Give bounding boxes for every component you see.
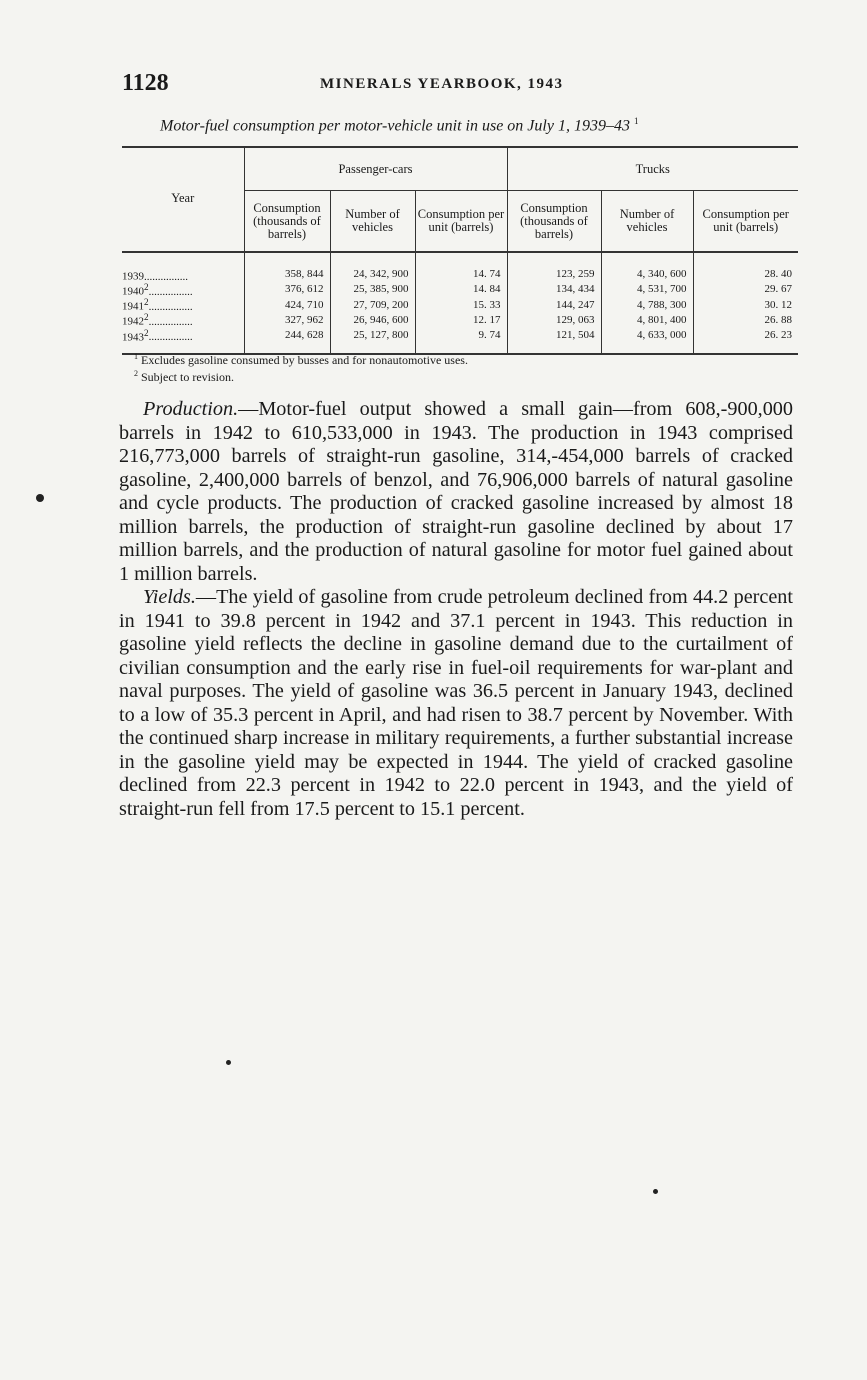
column-header: Number of vehicles [601, 191, 693, 253]
table-cell: 4, 633, 000 [601, 328, 693, 354]
table-cell: 244, 628 [244, 328, 330, 354]
table-cell: 123, 259 [507, 252, 601, 282]
table-cell: 26, 946, 600 [330, 312, 415, 327]
group-header-trucks: Trucks [507, 147, 798, 191]
column-header: Consumption (thousands of barrels) [507, 191, 601, 253]
table-cell: 26. 23 [693, 328, 798, 354]
table-cell: 30. 12 [693, 297, 798, 312]
column-header: Consumption per unit (barrels) [693, 191, 798, 253]
year-value: 1940 [122, 285, 144, 298]
year-cell [122, 252, 244, 282]
table-cell: 24, 342, 900 [330, 252, 415, 282]
year-note: 2 [144, 297, 149, 308]
table-cell: 424, 710 [244, 297, 330, 312]
scan-speck [226, 1060, 231, 1065]
year-note: 2 [144, 282, 149, 293]
table-cell: 29. 67 [693, 282, 798, 297]
table-cell: 4, 788, 300 [601, 297, 693, 312]
footnote-text: Subject to revision. [141, 370, 234, 384]
table-cell: 129, 063 [507, 312, 601, 327]
table-cell: 4, 801, 400 [601, 312, 693, 327]
year-note: 2 [144, 312, 149, 323]
table-cell: 327, 962 [244, 312, 330, 327]
run-in-heading: Yields. [143, 586, 196, 608]
table-caption-note: 1 [633, 116, 639, 126]
footnote [134, 367, 794, 384]
table-cell: 4, 531, 700 [601, 282, 693, 297]
footnote-text: Excludes gasoline consumed by busses and for nonautomotive uses. [141, 353, 468, 367]
table-cell: 27, 709, 200 [330, 297, 415, 312]
dot-leader: ................ [144, 270, 188, 283]
body-text [119, 398, 793, 821]
running-title: MINERALS YEARBOOK, 1943 [320, 76, 564, 92]
year-cell [122, 312, 244, 327]
table-row [122, 297, 798, 312]
page-number: 1128 [122, 70, 169, 96]
table-cell: 9. 74 [415, 328, 507, 354]
year-value: 1942 [122, 316, 144, 329]
year-note: 2 [144, 327, 149, 338]
year-value: 1939 [122, 270, 144, 283]
table-cell: 134, 434 [507, 282, 601, 297]
table-row [122, 252, 798, 282]
paragraph-text: —The yield of gasoline from crude petroleum declined from 44.2 percent in 1941 to 39.8 percent in 1942 and 37.1 percent in 1943. This reduction in gasoline yield reflects the decline in gasoline demand due to the curtailment of civilian consumption and the early rise in fuel-oil requirements for war-plant and naval purposes. The yield of gasoline was 36.5 percent in January 1943, declined to a low of 35.3 percent in April, and had risen to 38.7 percent by November. With the continued sharp increase in military requirements, a further substantial increase in the gasoline yield may be expected in 1944. The yield of cracked gasoline declined from 22.3 percent in 1942 to 22.0 percent in 1943, and the yield of straight-run fell from 17.5 percent to 15.1 percent. [119, 586, 793, 820]
table-cell: 25, 127, 800 [330, 328, 415, 354]
table-row [122, 282, 798, 297]
column-header: Consumption (thousands of barrels) [244, 191, 330, 253]
year-cell [122, 282, 244, 297]
scan-speck [653, 1189, 658, 1194]
table-cell: 12. 17 [415, 312, 507, 327]
dot-leader: ................ [148, 316, 193, 329]
column-header: Consumption per unit (barrels) [415, 191, 507, 253]
table-group-header-row [122, 147, 798, 191]
paragraph-yields [119, 586, 793, 821]
table-cell: 144, 247 [507, 297, 601, 312]
table-caption [160, 116, 800, 135]
table-cell: 28. 40 [693, 252, 798, 282]
table-cell: 14. 74 [415, 252, 507, 282]
footnote-mark: 2 [134, 369, 138, 378]
table-caption-text: Motor-fuel consumption per motor-vehicle unit in use on July 1, 1939–43 [160, 117, 630, 135]
scan-speck [36, 494, 44, 502]
table-cell: 26. 88 [693, 312, 798, 327]
year-cell [122, 297, 244, 312]
year-value: 1943 [122, 331, 144, 344]
running-header [122, 70, 802, 100]
dot-leader: ................ [148, 331, 193, 344]
table-cell: 4, 340, 600 [601, 252, 693, 282]
footnote [134, 350, 794, 367]
table-cell: 358, 844 [244, 252, 330, 282]
table-cell: 25, 385, 900 [330, 282, 415, 297]
table-cell: 15. 33 [415, 297, 507, 312]
dot-leader: ................ [148, 285, 193, 298]
year-value: 1941 [122, 300, 144, 313]
table-cell: 121, 504 [507, 328, 601, 354]
footnote-mark: 1 [134, 352, 138, 361]
dot-leader: ................ [148, 300, 193, 313]
table-cell: 14. 84 [415, 282, 507, 297]
table-cell: 376, 612 [244, 282, 330, 297]
paragraph-production [119, 398, 793, 586]
group-header-passenger-cars: Passenger-cars [244, 147, 507, 191]
paragraph-text: —Motor-fuel output showed a small gain—from 608,-900,000 barrels in 1942 to 610,533,000 in 1943. The production in 1943 comprised 216,773,000 barrels of straight-run gasoline, 314,-454,000 barrels of cracked gasoline, 2,400,000 barrels of benzol, and 76,906,000 barrels of natural gasoline and cycle products. The production of cracked gasoline increased by almost 18 million barrels, the production of straight-run gasoline declined by about 17 million barrels, and the production of natural gasoline for motor fuel gained about 1 million barrels. [119, 398, 793, 585]
year-column-header: Year [122, 147, 244, 252]
table-footnotes [134, 350, 794, 384]
run-in-heading: Production. [143, 398, 239, 420]
table-row [122, 312, 798, 327]
column-header: Number of vehicles [330, 191, 415, 253]
consumption-table [122, 146, 798, 355]
